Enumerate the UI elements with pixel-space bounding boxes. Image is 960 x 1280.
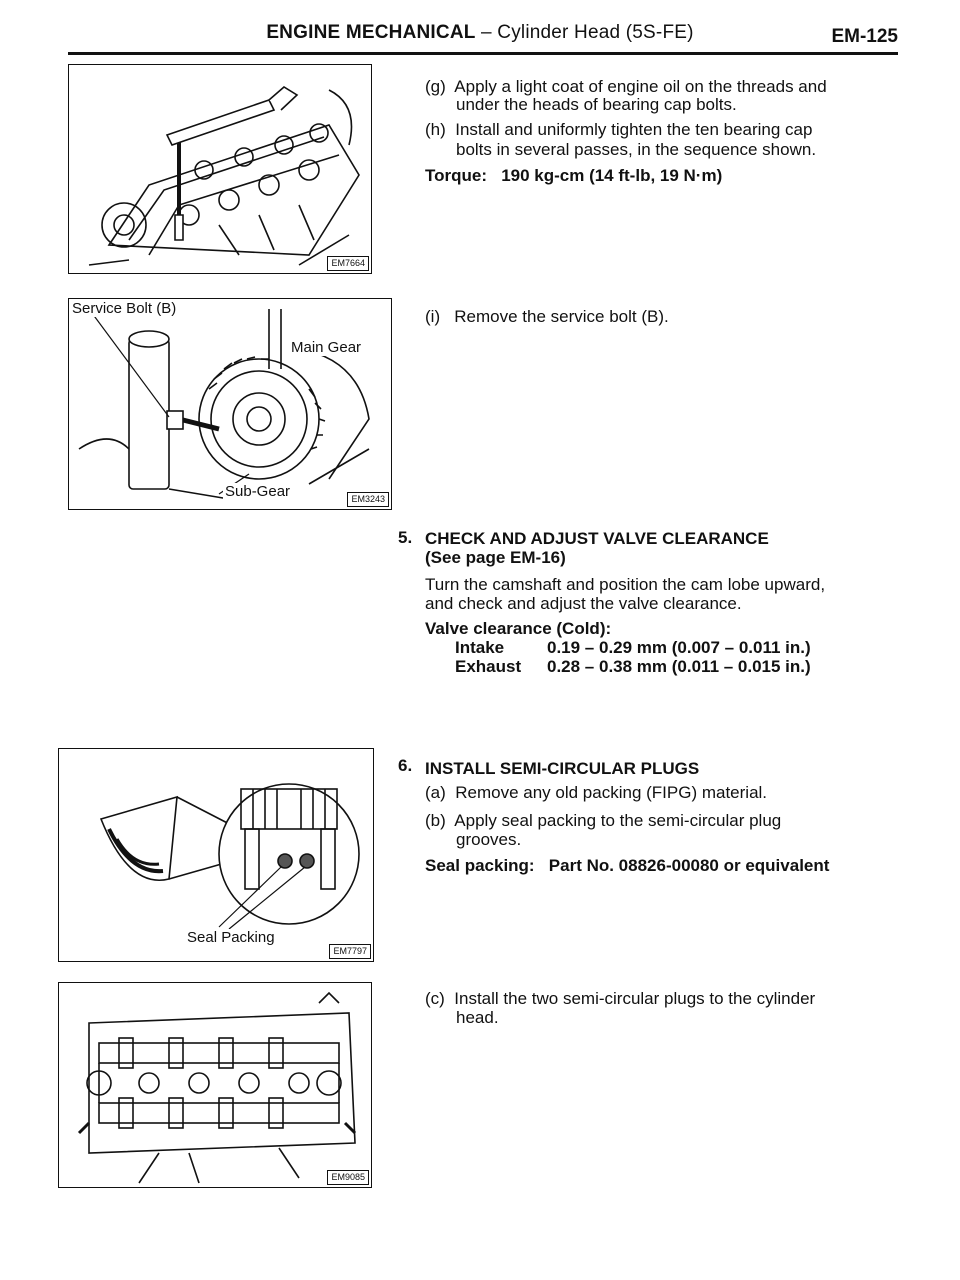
step-5-ref: (See page EM-16) [425, 548, 566, 567]
figure-code: EM9085 [327, 1170, 369, 1185]
cylinder-head-illustration [59, 983, 371, 1187]
step-6b [425, 810, 905, 831]
step-6a-text: Remove any old packing (FIPG) material. [455, 783, 768, 802]
step-g-line1: Apply a light coat of engine oil on the threads and [454, 77, 827, 96]
figure-cylinder-head [58, 982, 372, 1188]
label-main-gear: Main Gear [291, 339, 362, 356]
step-h-cont: bolts in several passes, in the sequence shown. [456, 140, 817, 159]
intake-value: 0.19 – 0.29 mm (0.007 – 0.011 in.) [547, 638, 811, 657]
step-5-body1: Turn the camshaft and position the cam lobe upward, [425, 575, 826, 594]
step-6c-cont: head. [456, 1008, 499, 1027]
label-sub-gear: Sub-Gear [225, 483, 291, 500]
valve-clearance-title: Valve clearance (Cold): [425, 619, 612, 638]
seal-packing-label: Seal packing: [425, 856, 535, 875]
step-g-marker: (g) [425, 77, 446, 96]
step-6b-cont: grooves. [456, 830, 522, 849]
seal-packing-spec [425, 855, 829, 876]
intake-label: Intake [455, 638, 505, 657]
step-h-marker: (h) [425, 120, 446, 139]
seal-packing-value: Part No. 08826-00080 or equivalent [548, 856, 830, 875]
figure-code: EM7797 [329, 944, 371, 959]
step-h [425, 119, 905, 140]
step-6c [425, 988, 905, 1009]
step-6c-line1: Install the two semi-circular plugs to the cylinder [454, 989, 816, 1008]
step-6-title: INSTALL SEMI-CIRCULAR PLUGS [425, 759, 700, 778]
figure-code: EM3243 [347, 492, 389, 507]
gear-illustration [69, 299, 391, 509]
step-g-cont: under the heads of bearing cap bolts. [456, 95, 737, 114]
step-5-number: 5. [398, 528, 413, 547]
label-service-bolt: Service Bolt (B) [72, 300, 177, 317]
step-6a-marker: (a) [425, 783, 446, 802]
figure-service-bolt [68, 298, 392, 510]
exhaust-label: Exhaust [455, 657, 522, 676]
header-subsection: – Cylinder Head (5S-FE) [475, 22, 694, 43]
label-seal-packing: Seal Packing [187, 929, 275, 946]
step-5-body2: and check and adjust the valve clearance. [425, 594, 742, 613]
torque-label: Torque: [425, 166, 488, 185]
valve-clearance-intake [455, 637, 811, 658]
step-6c-marker: (c) [425, 989, 445, 1008]
valve-clearance-exhaust [455, 656, 811, 677]
header-section: ENGINE MECHANICAL [266, 22, 476, 43]
step-6b-line1: Apply seal packing to the semi-circular plug [454, 811, 782, 830]
figure-seal-packing [58, 748, 374, 962]
header-divider [68, 52, 898, 55]
step-6a [425, 782, 767, 803]
bearing-cap-illustration [69, 65, 371, 273]
figure-code: EM7664 [327, 256, 369, 271]
step-6b-marker: (b) [425, 811, 446, 830]
exhaust-value: 0.28 – 0.38 mm (0.011 – 0.015 in.) [547, 657, 811, 676]
page-number: EM-125 [831, 26, 898, 47]
torque-spec [425, 165, 722, 186]
page-header-title [0, 22, 960, 44]
figure-bearing-cap-bolts [68, 64, 372, 274]
torque-value: 190 kg-cm (14 ft-lb, 19 N·m) [501, 166, 723, 185]
step-h-line1: Install and uniformly tighten the ten bearing cap [455, 120, 813, 139]
step-6-number: 6. [398, 756, 413, 775]
step-i [425, 306, 669, 327]
step-5-title: CHECK AND ADJUST VALVE CLEARANCE [425, 529, 769, 548]
step-i-text: Remove the service bolt (B). [454, 307, 669, 326]
step-i-marker: (i) [425, 307, 441, 326]
